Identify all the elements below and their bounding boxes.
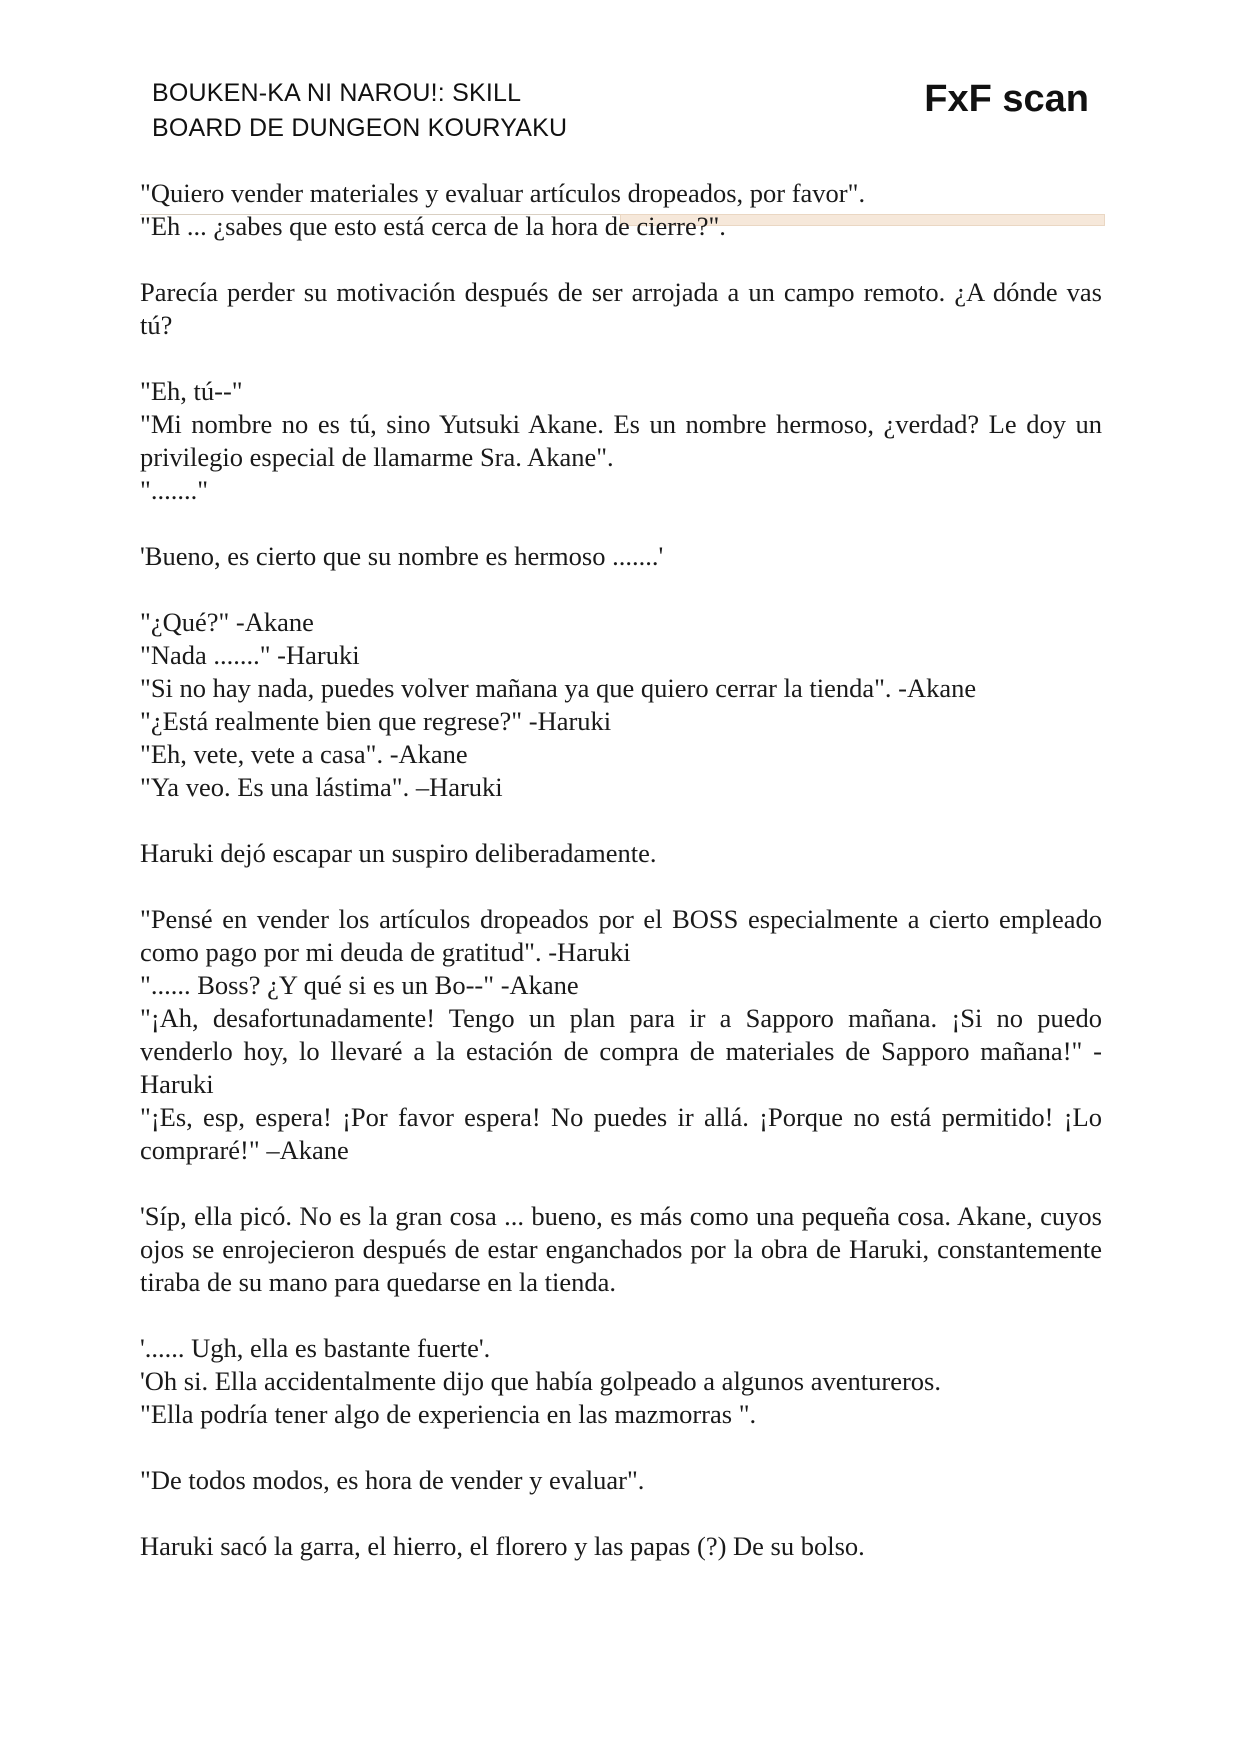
paragraph-spacer [140, 573, 1102, 606]
paragraph: "Quiero vender materiales y evaluar artículos dropeados, por favor". [140, 178, 866, 208]
paragraph: 'Síp, ella picó. No es la gran cosa ... bueno, es más como una pequeña cosa. Akane, cuyos ojos se enrojecieron después de estar enganchados por la obra de Haruki, constantemente tiraba de su mano para quedarse en la tienda. [140, 1201, 1102, 1297]
paragraph: Haruki dejó escapar un suspiro deliberadamente. [140, 838, 657, 868]
scanlation-brand: FxF scan [924, 78, 1089, 120]
body-text [140, 177, 1102, 1563]
paragraph-spacer [140, 342, 1102, 375]
series-title-line-1: BOUKEN-KA NI NAROU!: SKILL [152, 79, 522, 107]
paragraph: 'Oh si. Ella accidentalmente dijo que había golpeado a algunos aventureros. [140, 1366, 941, 1396]
paragraph: "Pensé en vender los artículos dropeados por el BOSS especialmente a cierto empleado como pago por mi deuda de gratitud". -Haruki [140, 904, 1102, 967]
paragraph: "......." [140, 475, 209, 505]
paragraph: "Ella podría tener algo de experiencia en las mazmorras ". [140, 1399, 757, 1429]
paragraph-spacer [140, 1431, 1102, 1464]
paragraph: "Eh, tú--" [140, 376, 243, 406]
paragraph: '...... Ugh, ella es bastante fuerte'. [140, 1333, 491, 1363]
series-title [152, 76, 652, 146]
paragraph-spacer [140, 1299, 1102, 1332]
paragraph: "Si no hay nada, puedes volver mañana ya que quiero cerrar la tienda". -Akane [140, 673, 977, 703]
paragraph: "Eh ... ¿sabes que esto está cerca de la hora de cierre?". [140, 211, 726, 241]
paragraph: "¿Qué?" -Akane [140, 607, 314, 637]
paragraph: "De todos modos, es hora de vender y evaluar". [140, 1465, 645, 1495]
paragraph: "¿Está realmente bien que regrese?" -Haruki [140, 706, 612, 736]
paragraph-spacer [140, 804, 1102, 837]
paragraph: Haruki sacó la garra, el hierro, el florero y las papas (?) De su bolso. [140, 1531, 865, 1561]
paragraph-spacer [140, 1497, 1102, 1530]
paragraph-spacer [140, 1167, 1102, 1200]
series-title-line-2: BOARD DE DUNGEON KOURYAKU [152, 114, 568, 142]
paragraph: "...... Boss? ¿Y qué si es un Bo--" -Akane [140, 970, 579, 1000]
paragraph: "Ya veo. Es una lástima". –Haruki [140, 772, 503, 802]
paragraph-spacer [140, 243, 1102, 276]
paragraph: "¡Ah, desafortunadamente! Tengo un plan para ir a Sapporo mañana. ¡Si no puedo venderlo hoy, lo llevaré a la estación de compra de materiales de Sapporo mañana!" -Haruki [140, 1003, 1102, 1099]
paragraph: Parecía perder su motivación después de ser arrojada a un campo remoto. ¿A dónde vas tú? [140, 277, 1102, 340]
paragraph: "Eh, vete, vete a casa". -Akane [140, 739, 468, 769]
paragraph-spacer [140, 870, 1102, 903]
paragraph: "Mi nombre no es tú, sino Yutsuki Akane. Es un nombre hermoso, ¿verdad? Le doy un privilegio especial de llamarme Sra. Akane". [140, 409, 1102, 472]
paragraph: "Nada ......." -Haruki [140, 640, 360, 670]
paragraph: 'Bueno, es cierto que su nombre es hermoso .......' [140, 541, 664, 571]
paragraph: "¡Es, esp, espera! ¡Por favor espera! No puedes ir allá. ¡Porque no está permitido! ¡Lo compraré!" –Akane [140, 1102, 1102, 1165]
page-header [140, 76, 1105, 150]
paragraph-spacer [140, 507, 1102, 540]
